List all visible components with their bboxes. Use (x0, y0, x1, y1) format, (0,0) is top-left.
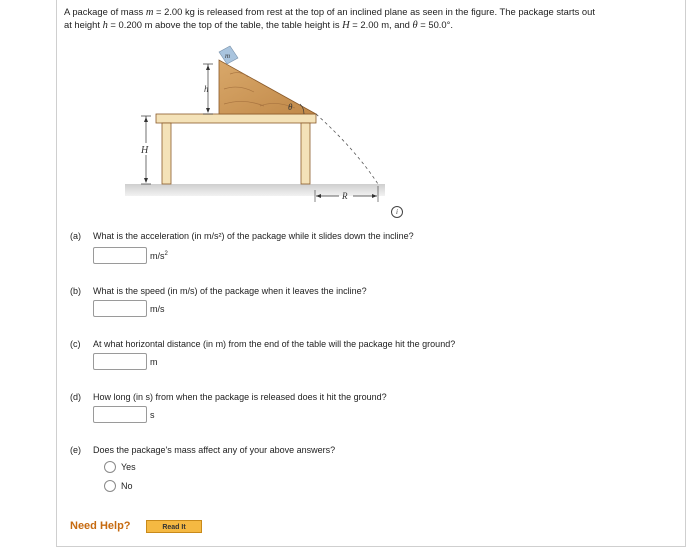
problem-text: = 2.00 m, and (349, 19, 413, 30)
label-m: m (225, 52, 231, 60)
question-text: Does the package's mass affect any of your above answers? (93, 445, 336, 455)
question-letter: (d) (70, 392, 81, 402)
var-h: h (102, 20, 108, 31)
question-e (70, 445, 335, 455)
answer-d (93, 406, 155, 424)
question-letter: (a) (70, 231, 81, 241)
label-h: h (204, 84, 209, 94)
answer-d-input[interactable] (93, 406, 147, 423)
problem-text: = 50.0°. (417, 19, 453, 30)
answer-c-input[interactable] (93, 353, 147, 370)
h-arrow-up (206, 65, 210, 70)
label-H: H (141, 145, 149, 156)
incline-figure (120, 44, 390, 216)
table-leg-left (162, 123, 171, 184)
question-letter: (e) (70, 445, 81, 455)
question-letter: (c) (70, 339, 81, 349)
read-it-button[interactable]: Read It (146, 520, 202, 533)
problem-text: = 2.00 kg is released from rest at the top of an inclined plane as seen in the figure. The package starts out (153, 6, 595, 17)
answer-a-input[interactable] (93, 247, 147, 264)
radio-no[interactable] (104, 480, 116, 492)
unit-superscript: 2 (164, 250, 168, 257)
question-letter: (b) (70, 286, 81, 296)
option-no[interactable] (104, 480, 133, 492)
label-theta: θ (288, 102, 293, 112)
question-d (70, 392, 387, 402)
option-yes[interactable] (104, 461, 136, 473)
answer-c (93, 353, 158, 371)
option-no-label: No (121, 481, 133, 491)
unit-a (150, 251, 168, 261)
unit-text: m/s (150, 250, 165, 261)
H-arrow-up (144, 117, 148, 122)
answer-a (93, 247, 168, 265)
unit-b: m/s (150, 303, 165, 314)
label-R: R (342, 191, 348, 201)
h-arrow-down (206, 108, 210, 113)
problem-text: at height (64, 19, 103, 30)
problem-text: A package of mass (64, 6, 146, 17)
table-leg-right (301, 123, 310, 184)
answer-b (93, 300, 165, 318)
question-a (70, 231, 414, 241)
trajectory-path (316, 114, 378, 184)
var-H: H (342, 20, 350, 31)
question-text: What is the acceleration (in m/s²) of the package while it slides down the incline? (93, 231, 414, 241)
problem-text: = 0.200 m above the top of the table, the table height is (107, 19, 343, 30)
need-help-label: Need Help? (70, 520, 131, 532)
problem-statement (64, 6, 684, 32)
question-c (70, 339, 455, 349)
H-arrow-down (144, 178, 148, 183)
info-icon[interactable]: i (391, 206, 403, 218)
var-theta: θ (412, 20, 418, 31)
question-text: What is the speed (in m/s) of the package when it leaves the incline? (93, 286, 367, 296)
question-text: How long (in s) from when the package is released does it hit the ground? (93, 392, 387, 402)
question-b (70, 286, 367, 296)
answer-b-input[interactable] (93, 300, 147, 317)
var-m: m (145, 7, 154, 18)
table-top (156, 114, 316, 123)
unit-c: m (150, 356, 158, 367)
radio-yes[interactable] (104, 461, 116, 473)
option-yes-label: Yes (121, 462, 136, 472)
unit-d: s (150, 409, 155, 420)
question-text: At what horizontal distance (in m) from the end of the table will the package hit the ground? (93, 339, 456, 349)
